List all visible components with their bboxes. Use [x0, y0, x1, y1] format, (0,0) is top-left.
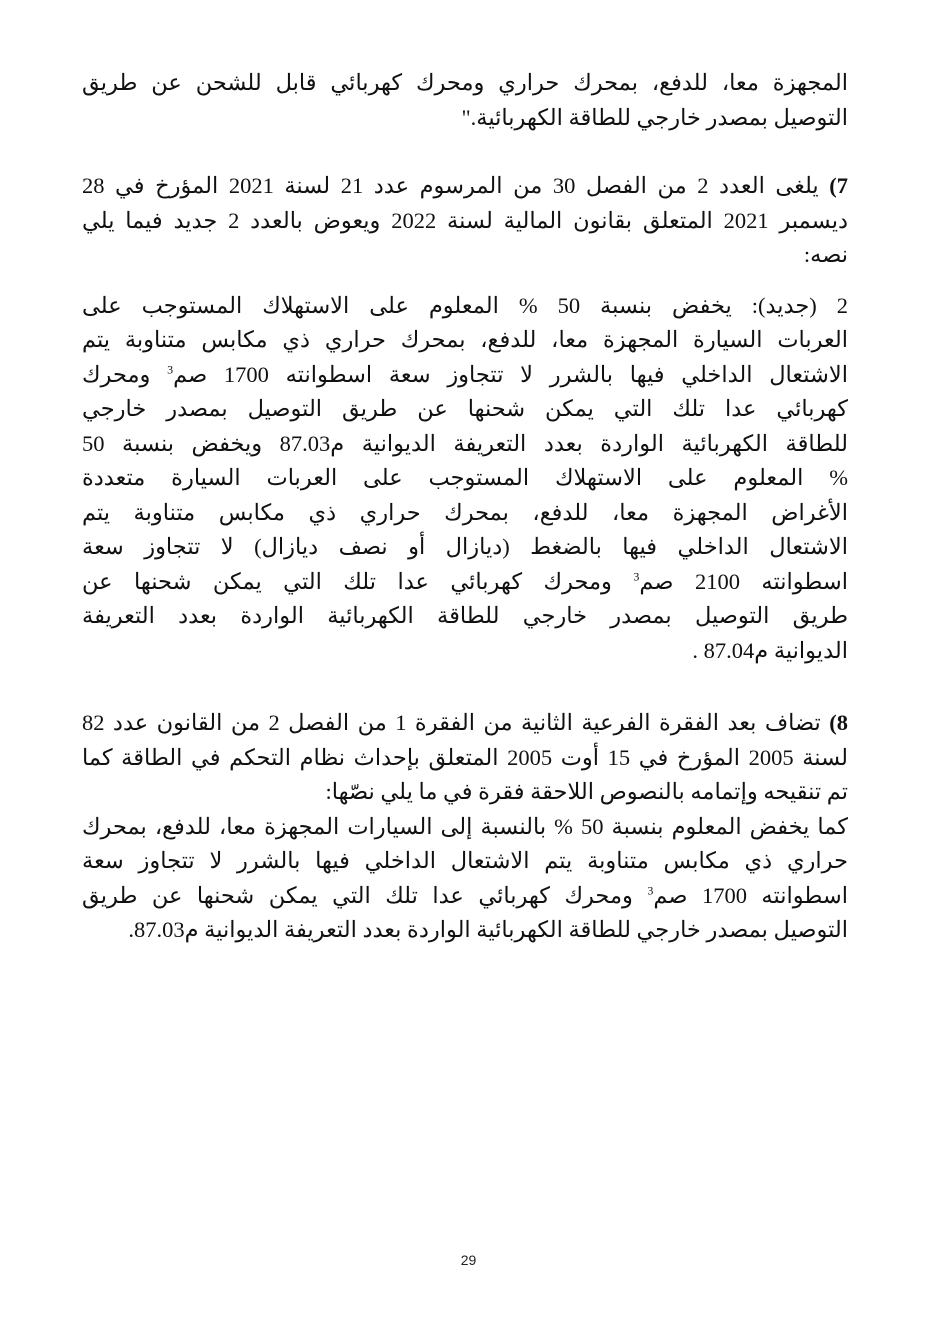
item-number: 8) — [829, 710, 848, 735]
superscript: 3 — [167, 362, 174, 376]
text-span: ومحرك كهربائي عدا تلك التي يمكن شحنها عن — [82, 568, 634, 594]
text-line: % المعلوم على الاستهلاك المستوجب على العربات السيارة متعددة — [82, 465, 848, 490]
text-line: لسنة 2005 المؤرخ في 15 أوت 2005 المتعلق بإحداث نظام التحكم في الطاقة كما — [82, 744, 849, 770]
text-line — [82, 358, 848, 393]
document-page — [82, 66, 848, 948]
text-line: الأغراض المجهزة معا، للدفع، بمحرك حراري ذي مكابس متناوبة يتم — [82, 499, 848, 525]
text-span: اسطوانته 1700 صم — [653, 882, 848, 908]
text-line: الديوانية م87.04 . — [692, 637, 848, 663]
text-span: تضاف بعد الفقرة الفرعية الثانية من الفقرة 1 من الفصل 2 من القانون عدد 82 — [82, 710, 821, 735]
text-span: يلغى العدد 2 من الفصل 30 من المرسوم عدد 21 لسنة 2021 المؤرخ في 28 — [82, 173, 819, 198]
text-line: حراري ذي مكابس متناوبة يتم الاشتعال الداخلي فيها بالشرر لا تتجاوز سعة — [82, 848, 848, 873]
text-span: ومحرك كهربائي عدا تلك التي يمكن شحنها عن طريق — [82, 882, 648, 908]
item-7 — [82, 169, 848, 273]
text-line: تم تنقيحه وإتمامه بالنصوص اللاحقة فقرة في ما يلي نصّها: — [325, 779, 848, 804]
text-line: طريق التوصيل بمصدر خارجي للطاقة الكهربائية الواردة بعدد التعريفة — [82, 603, 848, 628]
text-span: الاشتعال الداخلي فيها بالشرر لا تتجاوز سعة اسطوانته 1700 صم — [173, 361, 848, 387]
text-line: كهربائي عدا تلك التي يمكن شحنها عن طريق التوصيل بمصدر خارجي — [82, 396, 848, 421]
text-line: كما يخفض المعلوم بنسبة 50 % بالنسبة إلى السيارات المجهزة معا، للدفع، بمحرك — [82, 813, 848, 839]
text-line — [82, 706, 848, 741]
text-line — [82, 879, 848, 914]
superscript: 3 — [647, 883, 654, 897]
text-line: المجهزة معا، للدفع، بمحرك حراري ومحرك كهربائي قابل للشحن عن طريق — [82, 70, 848, 95]
text-line: التوصيل بمصدر خارجي للطاقة الكهربائية الواردة بعدد التعريفة الديوانية م87.03. — [128, 917, 848, 942]
text-line: ديسمبر 2021 المتعلق بقانون المالية لسنة 2022 ويعوض بالعدد 2 جديد فيما يلي — [82, 207, 848, 233]
page-number: 29 — [460, 1252, 477, 1268]
text-span: ومحرك — [82, 361, 168, 387]
item-8 — [82, 706, 848, 948]
text-line: نصه: — [803, 242, 848, 267]
text-line — [82, 565, 848, 600]
text-line — [82, 169, 848, 204]
text-line: للطاقة الكهربائية الواردة بعدد التعريفة الديوانية م87.03 ويخفض بنسبة 50 — [82, 430, 848, 456]
item-7-new-text — [82, 289, 848, 669]
item-number: 7) — [829, 173, 849, 198]
text-line: 2 (جديد): يخفض بنسبة 50 % المعلوم على الاستهلاك المستوجب على — [82, 292, 848, 318]
superscript: 3 — [633, 569, 640, 583]
paragraph-continuation — [82, 66, 848, 135]
text-span: اسطوانته 2100 صم — [639, 568, 848, 594]
text-line: التوصيل بمصدر خارجي للطاقة الكهربائية." — [461, 104, 848, 130]
text-line: الاشتعال الداخلي فيها بالضغط (ديازال أو نصف ديازال) لا تتجاوز سعة — [82, 534, 848, 559]
text-line: العربات السيارة المجهزة معا، للدفع، بمحرك حراري ذي مكابس متناوبة يتم — [82, 327, 848, 352]
